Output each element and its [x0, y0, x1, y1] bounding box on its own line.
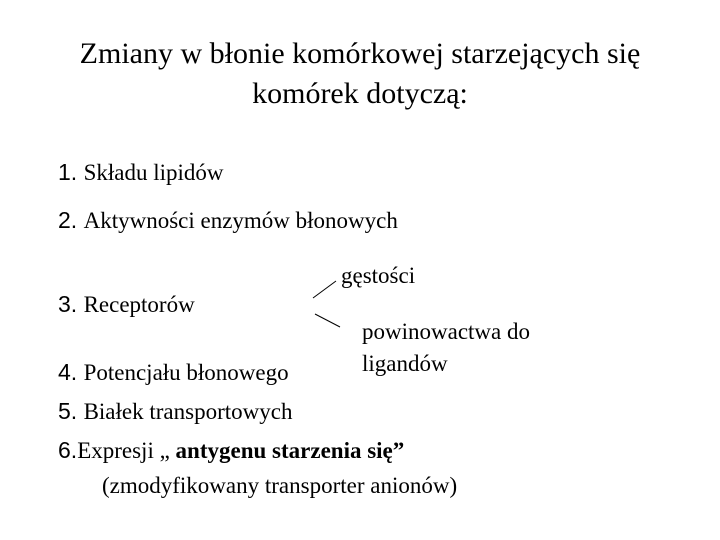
- list-item-text: Aktywności enzymów błonowych: [83, 208, 398, 233]
- list-item-number: 4.: [58, 359, 84, 385]
- list-item-number: 1.: [58, 159, 84, 185]
- title-line-1: Zmiany w błonie komórkowej starzejących się: [79, 37, 641, 70]
- list-item-4: [58, 358, 289, 387]
- list-item-text: Expresji „: [77, 438, 176, 463]
- list-item-text: Receptorów: [83, 292, 195, 317]
- branch-affinity-line-2: ligandów: [362, 351, 448, 376]
- list-item-number: 3.: [58, 291, 84, 317]
- list-item-text: Potencjału błonowego: [83, 360, 289, 385]
- list-item-number: 6.: [58, 437, 78, 463]
- list-item-number: 5.: [58, 398, 84, 424]
- list-item-5: [58, 397, 292, 426]
- list-item-number: 2.: [58, 207, 84, 233]
- branch-affinity-line-1: powinowactwa do: [362, 319, 530, 344]
- list-item-6-note: (zmodyfikowany transporter anionów): [102, 473, 458, 498]
- branch-line-upper: [313, 281, 336, 298]
- list-item-text: Białek transportowych: [83, 399, 293, 424]
- branch-density: gęstości: [341, 263, 416, 288]
- list-item-6: [58, 436, 404, 465]
- list-item-text-bold: antygenu starzenia się”: [175, 438, 405, 463]
- branch-line-lower: [315, 314, 340, 327]
- title-line-2: komórek dotyczą:: [252, 77, 468, 110]
- list-item-text: Składu lipidów: [83, 160, 224, 185]
